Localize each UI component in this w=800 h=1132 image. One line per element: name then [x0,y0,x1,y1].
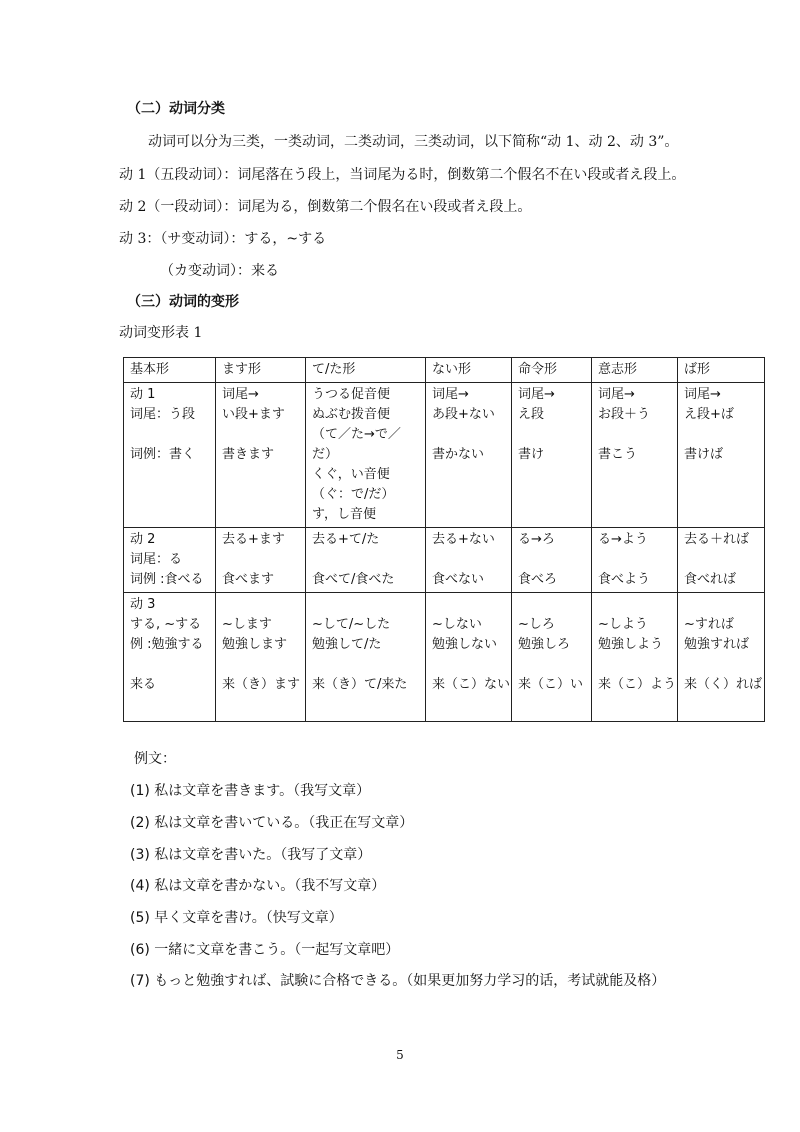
table-cell [124,383,216,528]
cell-line: 词尾：う段 [130,407,196,422]
cell-line: する, ~する [130,617,202,632]
cell-line: 食べよう [598,572,651,587]
example-sentence: (2) 私は文章を書いている。（我正在写文章） [130,815,414,831]
table-cell [216,593,306,722]
cell-line: る→ろ [518,532,555,547]
cell-line: 去る+ない [432,532,495,547]
cell-line: 词尾→ [598,387,635,402]
table-cell [426,593,512,722]
cell-line: 食べて/食べた [312,572,395,587]
table-cell [678,383,765,528]
cell-line: （ぐ：で/だ） [312,487,395,502]
cell-line: 来（く）れば [684,677,763,692]
cell-line: 动 2 [130,532,156,547]
example-sentence: (3) 私は文章を書いた。（我写了文章） [130,847,372,863]
table-cell [592,593,678,722]
table-cell [592,528,678,593]
cell-line: え段+ば [684,407,734,422]
table-cell [512,528,592,593]
cell-line: ぬぶむ拨音便 [312,407,391,422]
cell-line: 来（こ）い [518,677,584,692]
cell-line: 勉強します [222,637,288,652]
example-sentence: (6) 一緒に文章を書こう。（一起写文章吧） [130,942,400,958]
table-caption: 动词变形表 1 [119,325,203,341]
cell-line: ~しない [432,617,482,632]
cell-line: （て／た→で／ [312,427,401,442]
verb-class-3-suru-description: 动 3：（サ变动词）：する，~する [119,231,327,247]
column-header: 基本形 [124,358,216,383]
cell-line: 词例：書く [130,447,196,462]
table-cell [678,593,765,722]
table-cell [306,383,426,528]
cell-line: ~しよう [598,617,648,632]
cell-line: 勉強すれば [684,637,750,652]
cell-line: 来（き）ます [222,677,301,692]
cell-line: い段+ます [222,407,285,422]
cell-line: 食べれば [684,572,737,587]
cell-line: 書こう [598,447,638,462]
cell-line: え段 [518,407,545,422]
cell-line: 書け [518,447,545,462]
cell-line: 食べろ [518,572,558,587]
cell-line: くぐ，い音便 [312,467,390,482]
cell-line: 書かない [432,447,485,462]
column-header: て/た形 [306,358,426,383]
cell-line: あ段+ない [432,407,495,422]
table-cell [592,383,678,528]
table-cell [124,593,216,722]
cell-line: 書けば [684,447,724,462]
table-cell [426,383,512,528]
cell-line: ~します [222,617,272,632]
cell-line: 来（き）て/来た [312,677,408,692]
cell-line: 动 1 [130,387,156,402]
table-cell [216,383,306,528]
cell-line: お段＋う [598,407,651,422]
section-title-verb-conjugation: （三）动词的变形 [127,294,239,310]
examples-title: 例文： [134,751,176,767]
column-header: 意志形 [592,358,678,383]
example-sentence: (4) 私は文章を書かない。（我不写文章） [130,878,386,894]
column-header: ば形 [678,358,765,383]
cell-line: 来（こ）よう [598,677,677,692]
table-cell [124,528,216,593]
table-cell [306,528,426,593]
cell-line: ~しろ [518,617,555,632]
cell-line: る→よう [598,532,648,547]
table-row-verb-class-2 [124,528,765,593]
table-cell [216,528,306,593]
cell-line: 書きます [222,447,275,462]
conjugation-table [123,357,765,722]
table-header-row [124,358,765,383]
table-cell [512,383,592,528]
cell-line: 去る+ます [222,532,285,547]
table-cell [678,528,765,593]
verb-class-2-description: 动 2（一段动词）：词尾为る，倒数第二个假名在い段或者え段上。 [119,199,532,215]
table-row-verb-class-1 [124,383,765,528]
table-cell [426,528,512,593]
cell-line: ~して/~した [312,617,391,632]
cell-line: 词尾→ [684,387,721,402]
cell-line: 食べます [222,572,275,587]
verb-class-3-kuru-description: （カ变动词）：来る [160,263,279,279]
table-cell [512,593,592,722]
cell-line: 来（こ）ない [432,677,511,692]
cell-line: 例 :勉強する [130,637,204,652]
column-header: 命令形 [512,358,592,383]
cell-line: 词尾→ [432,387,469,402]
cell-line: 食べない [432,572,485,587]
cell-line: 来る [130,677,157,692]
table-row-verb-class-3 [124,593,765,722]
column-header: ます形 [216,358,306,383]
cell-line: 勉強しよう [598,637,664,652]
cell-line: だ） [312,447,339,462]
cell-line: ~すれば [684,617,734,632]
cell-line: 去る+て/た [312,532,380,547]
table-cell [306,593,426,722]
column-header: ない形 [426,358,512,383]
cell-line: 勉強しない [432,637,498,652]
verb-class-1-description: 动 1（五段动词）：词尾落在う段上，当词尾为る时，倒数第二个假名不在い段或者え段上。 [119,167,686,183]
example-sentence: (5) 早く文章を書け。（快写文章） [130,910,343,926]
cell-line: 去る＋れば [684,532,750,547]
example-sentence: (1) 私は文章を書きます。（我写文章） [130,783,371,799]
cell-line: 词例 :食べる [130,572,204,587]
cell-line: 词尾→ [518,387,555,402]
example-sentence: (7) もっと勉強すれば、試験に合格できる。（如果更加努力学习的话，考试就能及格） [130,973,666,989]
cell-line: 勉強しろ [518,637,571,652]
page-number: 5 [396,1048,404,1062]
cell-line: す，し音便 [312,507,376,522]
cell-line: うつる促音便 [312,387,391,402]
classification-intro: 动词可以分为三类，一类动词，二类动词，三类动词，以下简称“动 1、动 2、动 3”。 [148,134,679,150]
cell-line: 勉強して/た [312,637,382,652]
cell-line: 词尾→ [222,387,259,402]
cell-line: 词尾：る [130,552,183,567]
cell-line: 动 3 [130,597,156,612]
section-title-verb-classification: （二）动词分类 [127,101,225,117]
